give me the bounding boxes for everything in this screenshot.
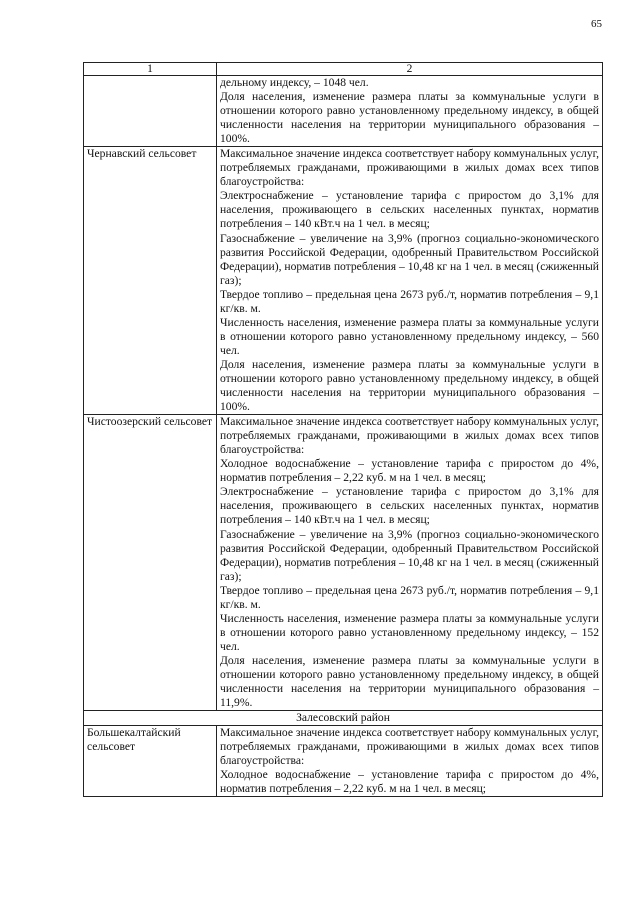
table-row [84, 147, 603, 415]
page-number: 65 [591, 18, 602, 30]
table-header-row [84, 63, 603, 76]
paragraph: Электроснабжение – установление тарифа с приростом до 3,1% для населения, проживающего в сельских населенных пунктах, норматив потребления – 140 кВт.ч на 1 чел. в месяц; [220, 189, 599, 231]
paragraph: Газоснабжение – увеличение на 3,9% (прогноз социально-экономического развития Российской Федерации, одобренный Правительством Российской Федерации), норматив потребления – 10,48 кг на 1 чел. в месяц (сжиженный газ); [220, 231, 599, 287]
municipality-name: Чистоозерский сельсовет [84, 415, 217, 711]
tariff-table [83, 62, 603, 797]
paragraph: Твердое топливо – предельная цена 2673 руб./т, норматив потребления – 9,1 кг/кв. м. [220, 583, 599, 611]
paragraph: Максимальное значение индекса соответствует набору коммунальных услуг, потребляемых гражданами, проживающими в жилых домах всех типов благоустройства: [220, 415, 599, 457]
description-cell [217, 147, 603, 415]
paragraph: дельному индексу, – 1048 чел. [220, 76, 369, 89]
region-title: Залесовский район [84, 711, 603, 726]
paragraph: Доля населения, изменение размера платы за коммунальные услуги в отношении которого равно установленному предельному индексу, в общей численности населения на территории муниципального образования – 100%. [220, 90, 599, 146]
table-row [84, 726, 603, 797]
municipality-name [84, 76, 217, 147]
table-row [84, 415, 603, 711]
description-cell [217, 415, 603, 711]
paragraph: Численность населения, изменение размера платы за коммунальные услуги в отношении которого равно установленному предельному индексу, – 152 чел. [220, 611, 599, 653]
municipality-name: Большекалтайский сельсовет [84, 726, 217, 797]
paragraph: Численность населения, изменение размера платы за коммунальные услуги в отношении которого равно установленному предельному индексу, – 560 чел. [220, 315, 599, 357]
paragraph: Доля населения, изменение размера платы за коммунальные услуги в отношении которого равно установленному предельному индексу, в общей численности населения на территории муниципального образования – 100%. [220, 357, 599, 414]
paragraph: Холодное водоснабжение – установление тарифа с приростом до 4%, норматив потребления – 2,22 куб. м на 1 чел. в месяц; [220, 457, 599, 485]
column-header-1: 1 [84, 63, 217, 76]
paragraph: Газоснабжение – увеличение на 3,9% (прогноз социально-экономического развития Российской Федерации, одобренный Правительством Российской Федерации), норматив потребления – 10,48 кг на 1 чел. в месяц (сжиженный газ); [220, 527, 599, 583]
paragraph: Холодное водоснабжение – установление тарифа с приростом до 4%, норматив потребления – 2,22 куб. м на 1 чел. в месяц; [220, 768, 599, 796]
column-header-2: 2 [217, 63, 603, 76]
description-cell [217, 76, 603, 147]
paragraph: Максимальное значение индекса соответствует набору коммунальных услуг, потребляемых гражданами, проживающими в жилых домах всех типов благоустройства: [220, 147, 599, 189]
municipality-name: Чернавский сельсовет [84, 147, 217, 415]
paragraph: Максимальное значение индекса соответствует набору коммунальных услуг, потребляемых гражданами, проживающими в жилых домах всех типов благоустройства: [220, 726, 599, 768]
table-row [84, 76, 603, 147]
description-cell [217, 726, 603, 797]
paragraph: Доля населения, изменение размера платы за коммунальные услуги в отношении которого равно установленному предельному индексу, в общей численности населения на территории муниципального образования – 11,9%. [220, 653, 599, 710]
region-row [84, 711, 603, 726]
paragraph: Твердое топливо – предельная цена 2673 руб./т, норматив потребления – 9,1 кг/кв. м. [220, 287, 599, 315]
paragraph: Электроснабжение – установление тарифа с приростом до 3,1% для населения, проживающего в сельских населенных пунктах, норматив потребления – 140 кВт.ч на 1 чел. в месяц; [220, 485, 599, 527]
